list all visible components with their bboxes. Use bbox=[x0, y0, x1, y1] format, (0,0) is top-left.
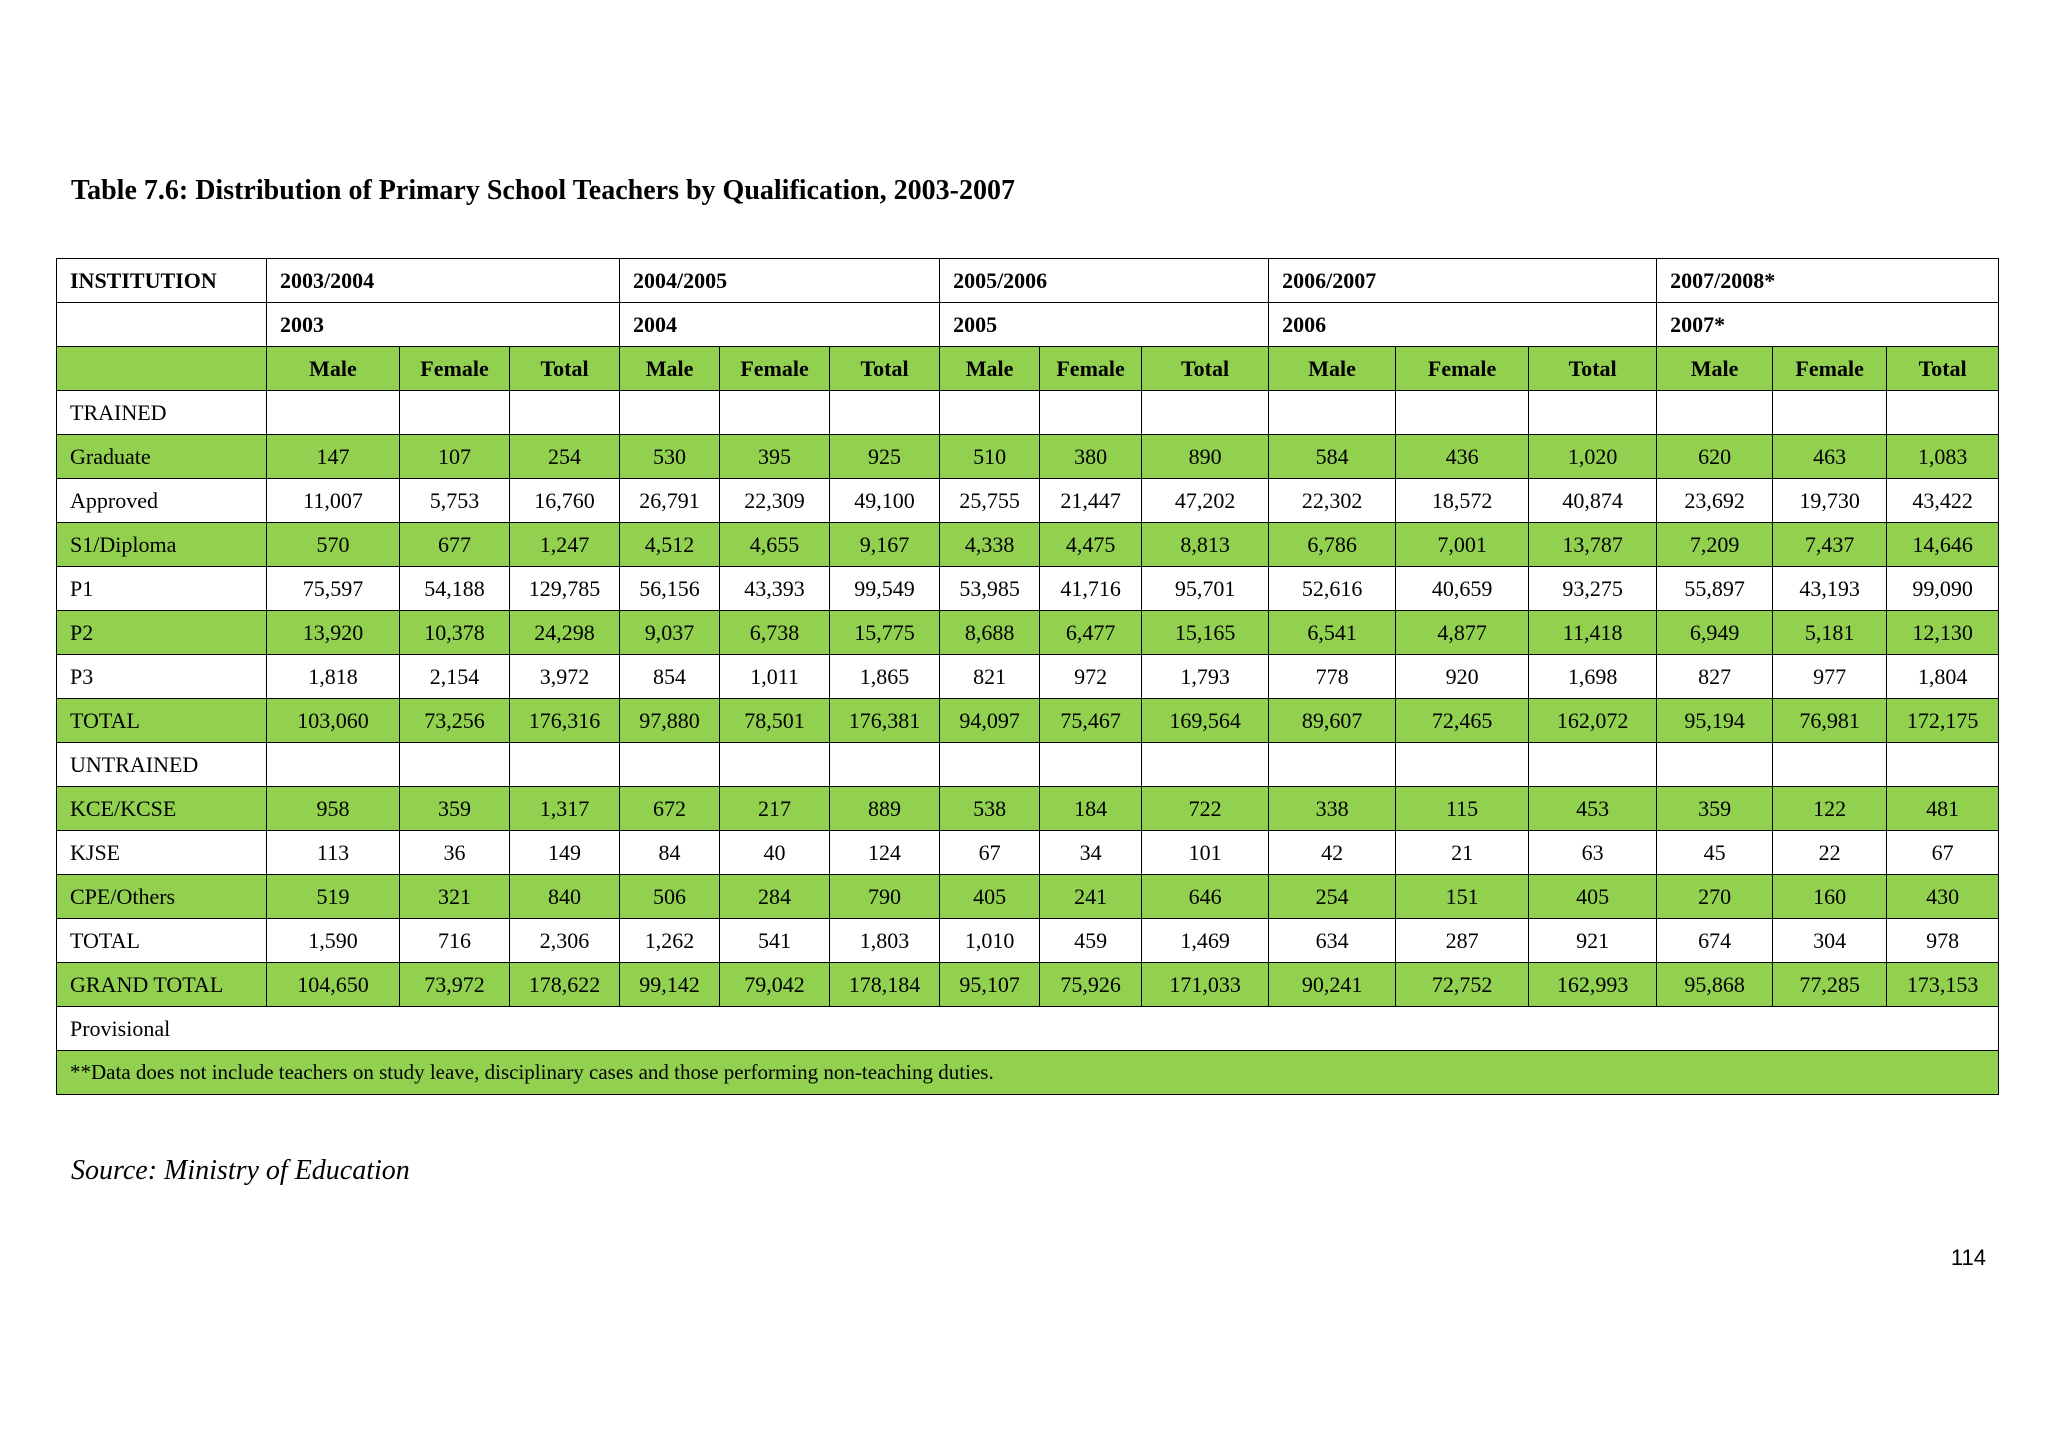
table-cell bbox=[267, 391, 400, 435]
provisional-note-row bbox=[57, 1007, 1999, 1051]
table-cell: 405 bbox=[940, 875, 1040, 919]
table-cell bbox=[510, 743, 620, 787]
table-cell: 854 bbox=[620, 655, 720, 699]
header-total: Total bbox=[510, 347, 620, 391]
table-cell: 405 bbox=[1529, 875, 1657, 919]
table-cell: 453 bbox=[1529, 787, 1657, 831]
table-row bbox=[57, 567, 1999, 611]
table-cell bbox=[940, 391, 1040, 435]
table-cell: 113 bbox=[267, 831, 400, 875]
header-period: 2005/2006 bbox=[940, 259, 1269, 303]
header-male: Male bbox=[940, 347, 1040, 391]
table-cell: 107 bbox=[400, 435, 510, 479]
table-cell: 6,786 bbox=[1269, 523, 1396, 567]
table-cell: 1,020 bbox=[1529, 435, 1657, 479]
table-cell bbox=[830, 391, 940, 435]
table-cell: 53,985 bbox=[940, 567, 1040, 611]
table-cell: 646 bbox=[1142, 875, 1269, 919]
table-cell: 890 bbox=[1142, 435, 1269, 479]
header-female: Female bbox=[1396, 347, 1529, 391]
table-cell: 1,803 bbox=[830, 919, 940, 963]
row-label: TRAINED bbox=[57, 391, 267, 435]
table-cell: 40,874 bbox=[1529, 479, 1657, 523]
table-cell: 634 bbox=[1269, 919, 1396, 963]
header-female: Female bbox=[1040, 347, 1142, 391]
table-cell: 55,897 bbox=[1657, 567, 1773, 611]
header-blank bbox=[57, 347, 267, 391]
table-cell: 6,541 bbox=[1269, 611, 1396, 655]
table-cell: 93,275 bbox=[1529, 567, 1657, 611]
table-cell: 921 bbox=[1529, 919, 1657, 963]
table-cell bbox=[1773, 743, 1887, 787]
data-note: **Data does not include teachers on study leave, disciplinary cases and those performing non-teaching duties. bbox=[57, 1051, 1999, 1095]
table-cell: 43,393 bbox=[720, 567, 830, 611]
table-cell: 4,338 bbox=[940, 523, 1040, 567]
table-cell: 978 bbox=[1887, 919, 1999, 963]
table-cell: 47,202 bbox=[1142, 479, 1269, 523]
table-cell: 18,572 bbox=[1396, 479, 1529, 523]
table-cell: 22,302 bbox=[1269, 479, 1396, 523]
table-cell: 75,467 bbox=[1040, 699, 1142, 743]
table-cell: 79,042 bbox=[720, 963, 830, 1007]
table-cell: 538 bbox=[940, 787, 1040, 831]
table-cell: 677 bbox=[400, 523, 510, 567]
table-cell: 184 bbox=[1040, 787, 1142, 831]
table-cell: 1,011 bbox=[720, 655, 830, 699]
table-cell: 1,865 bbox=[830, 655, 940, 699]
header-period: 2003/2004 bbox=[267, 259, 620, 303]
table-cell: 1,698 bbox=[1529, 655, 1657, 699]
table-cell: 49,100 bbox=[830, 479, 940, 523]
table-cell: 99,090 bbox=[1887, 567, 1999, 611]
row-label: P2 bbox=[57, 611, 267, 655]
table-cell: 519 bbox=[267, 875, 400, 919]
table-cell: 95,107 bbox=[940, 963, 1040, 1007]
page-number: 114 bbox=[1950, 1245, 1986, 1270]
table-cell: 13,920 bbox=[267, 611, 400, 655]
row-label: S1/Diploma bbox=[57, 523, 267, 567]
row-label: Approved bbox=[57, 479, 267, 523]
table-cell: 510 bbox=[940, 435, 1040, 479]
table-cell: 4,877 bbox=[1396, 611, 1529, 655]
header-year: 2004 bbox=[620, 303, 940, 347]
table-cell: 25,755 bbox=[940, 479, 1040, 523]
header-female: Female bbox=[400, 347, 510, 391]
table-cell: 380 bbox=[1040, 435, 1142, 479]
header-male: Male bbox=[1657, 347, 1773, 391]
row-label: UNTRAINED bbox=[57, 743, 267, 787]
table-cell: 430 bbox=[1887, 875, 1999, 919]
table-cell bbox=[1269, 391, 1396, 435]
header-year: 2005 bbox=[940, 303, 1269, 347]
table-cell: 481 bbox=[1887, 787, 1999, 831]
table-cell: 75,597 bbox=[267, 567, 400, 611]
table-cell: 436 bbox=[1396, 435, 1529, 479]
table-cell: 506 bbox=[620, 875, 720, 919]
table-cell bbox=[620, 391, 720, 435]
table-cell: 254 bbox=[1269, 875, 1396, 919]
row-label: KCE/KCSE bbox=[57, 787, 267, 831]
table-cell: 7,437 bbox=[1773, 523, 1887, 567]
header-year: 2007* bbox=[1657, 303, 1999, 347]
table-cell: 284 bbox=[720, 875, 830, 919]
table-cell: 41,716 bbox=[1040, 567, 1142, 611]
table-cell: 149 bbox=[510, 831, 620, 875]
table-cell: 36 bbox=[400, 831, 510, 875]
table-cell: 541 bbox=[720, 919, 830, 963]
table-row bbox=[57, 611, 1999, 655]
table-cell: 1,010 bbox=[940, 919, 1040, 963]
table-cell: 43,422 bbox=[1887, 479, 1999, 523]
table-cell: 7,001 bbox=[1396, 523, 1529, 567]
table-cell: 147 bbox=[267, 435, 400, 479]
source-note: Source: Ministry of Education bbox=[71, 1155, 410, 1186]
table-cell: 78,501 bbox=[720, 699, 830, 743]
header-blank bbox=[57, 303, 267, 347]
table-cell: 722 bbox=[1142, 787, 1269, 831]
table-cell: 11,007 bbox=[267, 479, 400, 523]
table-cell: 10,378 bbox=[400, 611, 510, 655]
table-cell: 6,477 bbox=[1040, 611, 1142, 655]
table-cell: 8,688 bbox=[940, 611, 1040, 655]
table-cell: 169,564 bbox=[1142, 699, 1269, 743]
table-cell: 22 bbox=[1773, 831, 1887, 875]
table-cell: 124 bbox=[830, 831, 940, 875]
header-row-years bbox=[57, 259, 1999, 303]
table-cell bbox=[1887, 391, 1999, 435]
table-cell: 76,981 bbox=[1773, 699, 1887, 743]
table-cell: 977 bbox=[1773, 655, 1887, 699]
table-cell: 5,181 bbox=[1773, 611, 1887, 655]
table-cell: 21 bbox=[1396, 831, 1529, 875]
table-cell bbox=[400, 391, 510, 435]
table-cell: 162,993 bbox=[1529, 963, 1657, 1007]
table-row bbox=[57, 743, 1999, 787]
table-cell: 827 bbox=[1657, 655, 1773, 699]
table-cell: 89,607 bbox=[1269, 699, 1396, 743]
table-cell: 15,165 bbox=[1142, 611, 1269, 655]
table-cell: 9,167 bbox=[830, 523, 940, 567]
table-cell bbox=[1396, 391, 1529, 435]
table-cell: 972 bbox=[1040, 655, 1142, 699]
table-cell: 570 bbox=[267, 523, 400, 567]
table-cell: 287 bbox=[1396, 919, 1529, 963]
header-year: 2006 bbox=[1269, 303, 1657, 347]
table-cell: 1,247 bbox=[510, 523, 620, 567]
table-cell: 2,154 bbox=[400, 655, 510, 699]
header-male: Male bbox=[620, 347, 720, 391]
header-period: 2007/2008* bbox=[1657, 259, 1999, 303]
table-cell: 304 bbox=[1773, 919, 1887, 963]
table-row bbox=[57, 963, 1999, 1007]
header-period: 2006/2007 bbox=[1269, 259, 1657, 303]
table-cell: 26,791 bbox=[620, 479, 720, 523]
table-cell: 395 bbox=[720, 435, 830, 479]
header-row-calendar-year bbox=[57, 303, 1999, 347]
table-cell: 6,949 bbox=[1657, 611, 1773, 655]
table-cell: 43,193 bbox=[1773, 567, 1887, 611]
header-female: Female bbox=[1773, 347, 1887, 391]
table-cell: 95,868 bbox=[1657, 963, 1773, 1007]
table-cell: 674 bbox=[1657, 919, 1773, 963]
table-row bbox=[57, 875, 1999, 919]
table-cell: 176,316 bbox=[510, 699, 620, 743]
table-cell: 1,804 bbox=[1887, 655, 1999, 699]
table-row bbox=[57, 831, 1999, 875]
row-label: TOTAL bbox=[57, 919, 267, 963]
table-cell bbox=[940, 743, 1040, 787]
table-cell: 840 bbox=[510, 875, 620, 919]
table-cell: 672 bbox=[620, 787, 720, 831]
table-cell: 45 bbox=[1657, 831, 1773, 875]
table-cell: 19,730 bbox=[1773, 479, 1887, 523]
table-cell: 171,033 bbox=[1142, 963, 1269, 1007]
table-cell: 21,447 bbox=[1040, 479, 1142, 523]
row-label: CPE/Others bbox=[57, 875, 267, 919]
table-cell: 530 bbox=[620, 435, 720, 479]
table-cell: 172,175 bbox=[1887, 699, 1999, 743]
table-cell: 16,760 bbox=[510, 479, 620, 523]
table-cell: 254 bbox=[510, 435, 620, 479]
table-cell: 84 bbox=[620, 831, 720, 875]
table-cell: 584 bbox=[1269, 435, 1396, 479]
data-note-row bbox=[57, 1051, 1999, 1095]
row-label: Graduate bbox=[57, 435, 267, 479]
table-cell: 217 bbox=[720, 787, 830, 831]
table-cell: 459 bbox=[1040, 919, 1142, 963]
table-cell: 23,692 bbox=[1657, 479, 1773, 523]
table-cell: 4,655 bbox=[720, 523, 830, 567]
table-cell: 178,622 bbox=[510, 963, 620, 1007]
table-cell bbox=[1040, 391, 1142, 435]
table-cell: 67 bbox=[1887, 831, 1999, 875]
table-cell bbox=[830, 743, 940, 787]
table-cell bbox=[620, 743, 720, 787]
table-row bbox=[57, 479, 1999, 523]
table-cell: 7,209 bbox=[1657, 523, 1773, 567]
row-label: P1 bbox=[57, 567, 267, 611]
table-cell: 56,156 bbox=[620, 567, 720, 611]
table-cell: 122 bbox=[1773, 787, 1887, 831]
table-cell: 73,256 bbox=[400, 699, 510, 743]
table-cell: 173,153 bbox=[1887, 963, 1999, 1007]
header-institution: INSTITUTION bbox=[57, 259, 267, 303]
table-cell: 95,194 bbox=[1657, 699, 1773, 743]
table-cell: 14,646 bbox=[1887, 523, 1999, 567]
table-cell: 3,972 bbox=[510, 655, 620, 699]
table-cell bbox=[1040, 743, 1142, 787]
table-cell: 620 bbox=[1657, 435, 1773, 479]
table-cell: 40,659 bbox=[1396, 567, 1529, 611]
table-cell: 1,083 bbox=[1887, 435, 1999, 479]
header-total: Total bbox=[1529, 347, 1657, 391]
table-cell: 101 bbox=[1142, 831, 1269, 875]
table-cell: 1,317 bbox=[510, 787, 620, 831]
table-cell: 1,262 bbox=[620, 919, 720, 963]
header-period: 2004/2005 bbox=[620, 259, 940, 303]
table-cell: 338 bbox=[1269, 787, 1396, 831]
table-cell: 5,753 bbox=[400, 479, 510, 523]
table-cell: 958 bbox=[267, 787, 400, 831]
table-cell: 95,701 bbox=[1142, 567, 1269, 611]
table-cell bbox=[1887, 743, 1999, 787]
header-year: 2003 bbox=[267, 303, 620, 347]
table-cell: 359 bbox=[1657, 787, 1773, 831]
table-cell: 34 bbox=[1040, 831, 1142, 875]
table-cell: 1,469 bbox=[1142, 919, 1269, 963]
table-cell: 178,184 bbox=[830, 963, 940, 1007]
table-cell bbox=[267, 743, 400, 787]
table-cell: 67 bbox=[940, 831, 1040, 875]
table-row bbox=[57, 435, 1999, 479]
table-cell: 40 bbox=[720, 831, 830, 875]
table-cell: 821 bbox=[940, 655, 1040, 699]
table-cell bbox=[400, 743, 510, 787]
table-cell: 463 bbox=[1773, 435, 1887, 479]
row-label: TOTAL bbox=[57, 699, 267, 743]
table-cell: 73,972 bbox=[400, 963, 510, 1007]
table-cell: 1,818 bbox=[267, 655, 400, 699]
table-cell: 889 bbox=[830, 787, 940, 831]
table-cell: 97,880 bbox=[620, 699, 720, 743]
table-cell: 15,775 bbox=[830, 611, 940, 655]
table-cell: 2,306 bbox=[510, 919, 620, 963]
table-cell: 11,418 bbox=[1529, 611, 1657, 655]
table-cell: 9,037 bbox=[620, 611, 720, 655]
table-cell bbox=[1529, 743, 1657, 787]
table-title: Table 7.6: Distribution of Primary School Teachers by Qualification, 2003-2007 bbox=[71, 175, 1015, 206]
header-row-gender bbox=[57, 347, 1999, 391]
row-label: KJSE bbox=[57, 831, 267, 875]
table-cell: 13,787 bbox=[1529, 523, 1657, 567]
table-cell bbox=[1142, 391, 1269, 435]
table-cell: 151 bbox=[1396, 875, 1529, 919]
table-cell: 1,793 bbox=[1142, 655, 1269, 699]
table-cell bbox=[720, 391, 830, 435]
table-row bbox=[57, 787, 1999, 831]
table-cell: 4,512 bbox=[620, 523, 720, 567]
table-cell: 77,285 bbox=[1773, 963, 1887, 1007]
row-label: GRAND TOTAL bbox=[57, 963, 267, 1007]
table-cell: 24,298 bbox=[510, 611, 620, 655]
table-cell bbox=[1657, 391, 1773, 435]
provisional-note: Provisional bbox=[57, 1007, 1999, 1051]
table-cell: 42 bbox=[1269, 831, 1396, 875]
table-cell: 176,381 bbox=[830, 699, 940, 743]
table-cell: 8,813 bbox=[1142, 523, 1269, 567]
table-cell bbox=[1529, 391, 1657, 435]
table-cell: 1,590 bbox=[267, 919, 400, 963]
table-cell bbox=[510, 391, 620, 435]
header-female: Female bbox=[720, 347, 830, 391]
table-cell: 99,549 bbox=[830, 567, 940, 611]
row-label: P3 bbox=[57, 655, 267, 699]
table-cell: 359 bbox=[400, 787, 510, 831]
table-cell: 129,785 bbox=[510, 567, 620, 611]
table-row bbox=[57, 523, 1999, 567]
table-cell: 778 bbox=[1269, 655, 1396, 699]
table-cell: 6,738 bbox=[720, 611, 830, 655]
table-cell: 12,130 bbox=[1887, 611, 1999, 655]
table-cell: 270 bbox=[1657, 875, 1773, 919]
table-row bbox=[57, 391, 1999, 435]
table-cell: 54,188 bbox=[400, 567, 510, 611]
table-cell: 162,072 bbox=[1529, 699, 1657, 743]
table-cell: 925 bbox=[830, 435, 940, 479]
table-cell: 94,097 bbox=[940, 699, 1040, 743]
table-cell: 75,926 bbox=[1040, 963, 1142, 1007]
table-row bbox=[57, 655, 1999, 699]
table-cell: 72,465 bbox=[1396, 699, 1529, 743]
table-cell: 22,309 bbox=[720, 479, 830, 523]
header-male: Male bbox=[1269, 347, 1396, 391]
table-cell: 4,475 bbox=[1040, 523, 1142, 567]
table-row bbox=[57, 919, 1999, 963]
table-cell: 241 bbox=[1040, 875, 1142, 919]
table-cell bbox=[1657, 743, 1773, 787]
table-cell: 790 bbox=[830, 875, 940, 919]
table-cell: 104,650 bbox=[267, 963, 400, 1007]
table-cell bbox=[1269, 743, 1396, 787]
table-cell: 160 bbox=[1773, 875, 1887, 919]
table-cell: 99,142 bbox=[620, 963, 720, 1007]
table-row bbox=[57, 699, 1999, 743]
header-total: Total bbox=[1142, 347, 1269, 391]
table-cell: 63 bbox=[1529, 831, 1657, 875]
table-cell: 115 bbox=[1396, 787, 1529, 831]
table-cell: 72,752 bbox=[1396, 963, 1529, 1007]
header-total: Total bbox=[1887, 347, 1999, 391]
table-cell bbox=[1396, 743, 1529, 787]
header-male: Male bbox=[267, 347, 400, 391]
table-cell bbox=[720, 743, 830, 787]
teachers-qualification-table bbox=[56, 258, 1999, 1095]
table-cell: 103,060 bbox=[267, 699, 400, 743]
table-cell: 90,241 bbox=[1269, 963, 1396, 1007]
table-cell bbox=[1142, 743, 1269, 787]
table-cell: 52,616 bbox=[1269, 567, 1396, 611]
table-cell: 920 bbox=[1396, 655, 1529, 699]
header-total: Total bbox=[830, 347, 940, 391]
table-cell bbox=[1773, 391, 1887, 435]
table-cell: 321 bbox=[400, 875, 510, 919]
table-cell: 716 bbox=[400, 919, 510, 963]
